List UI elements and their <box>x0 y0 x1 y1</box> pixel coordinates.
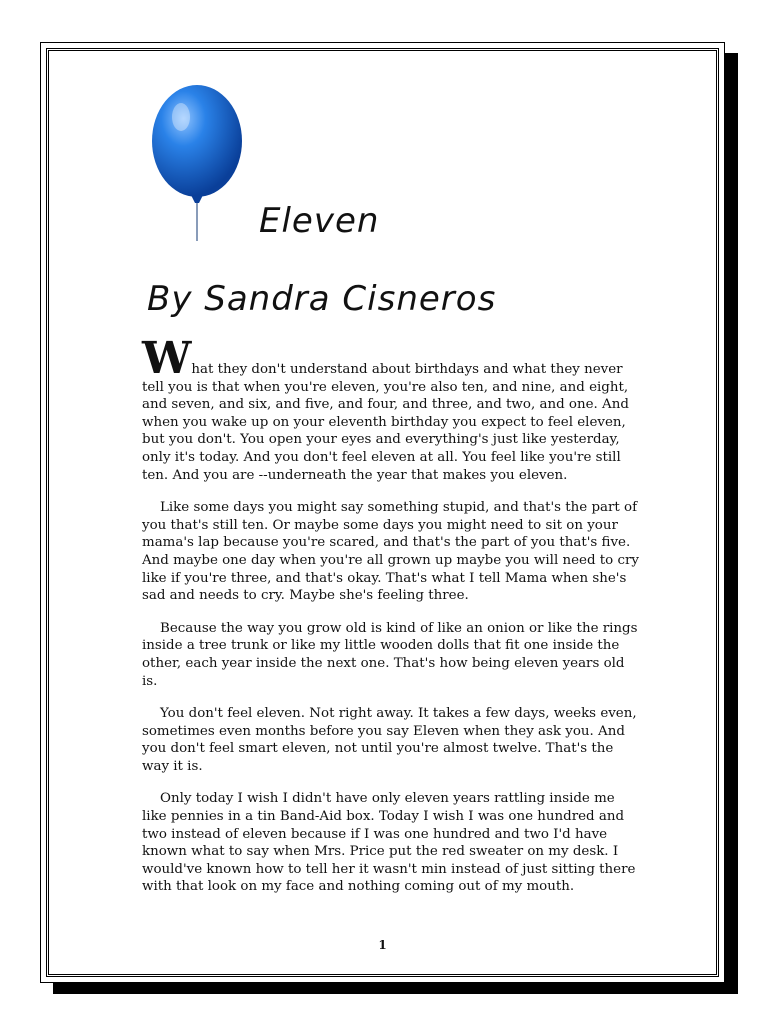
paragraph-5: Only today I wish I didn't have only eleven years rattling inside me like pennies in a tin Band-Aid box. Today I wish I was one hundred and two instead of eleven because if I was one hundred and two I'd have known what to say when Mrs. Price put the red sweater on my desk. I would've known how to tell her it wasn't min instead of just sitting there with that look on my face and nothing coming out of my mouth. <box>142 791 636 895</box>
paragraph-1-text: hat they don't understand about birthdays and what they never tell you is that when you're eleven, you're also ten, and nine, and eight, and seven, and six, and five, and four, and three, and two, and one. And when you wake up on your eleventh birthday you expect to feel eleven, but you don't. You open your eyes and everything's just like yesterday, only it's today. And you don't feel eleven at all. You feel like you're still ten. And you are --underneath the year that makes you eleven. <box>142 362 629 483</box>
page-number: 1 <box>378 938 387 952</box>
story-body <box>142 333 642 911</box>
paragraph-2: Like some days you might say something stupid, and that's the part of you that's still ten. Or maybe some days you might need to sit on your mama's lap because you're scared, and that's the part of you that's five. And maybe one day when you're all grown up maybe you will need to cry like if you're three, and that's okay. That's what I tell Mama when she's sad and needs to cry. Maybe she's feeling three. <box>142 500 639 604</box>
paragraph-3: Because the way you grow old is kind of like an onion or like the rings inside a tree trunk or like my little wooden dolls that fit one inside the other, each year inside the next one. That's how being eleven years old is. <box>142 620 638 689</box>
blue-balloon-icon <box>149 81 249 241</box>
page-border <box>46 48 719 977</box>
drop-cap: W <box>142 333 192 384</box>
document-page <box>40 42 725 983</box>
document-title: Eleven <box>259 201 380 241</box>
paragraph-4: You don't feel eleven. Not right away. It takes a few days, weeks even, sometimes even months before you say Eleven when they ask you. And you don't feel smart eleven, not until you're almost twelve. That's the way it is. <box>142 706 637 774</box>
author-line: By Sandra Cisneros <box>147 279 497 319</box>
paragraph-1 <box>142 333 642 484</box>
